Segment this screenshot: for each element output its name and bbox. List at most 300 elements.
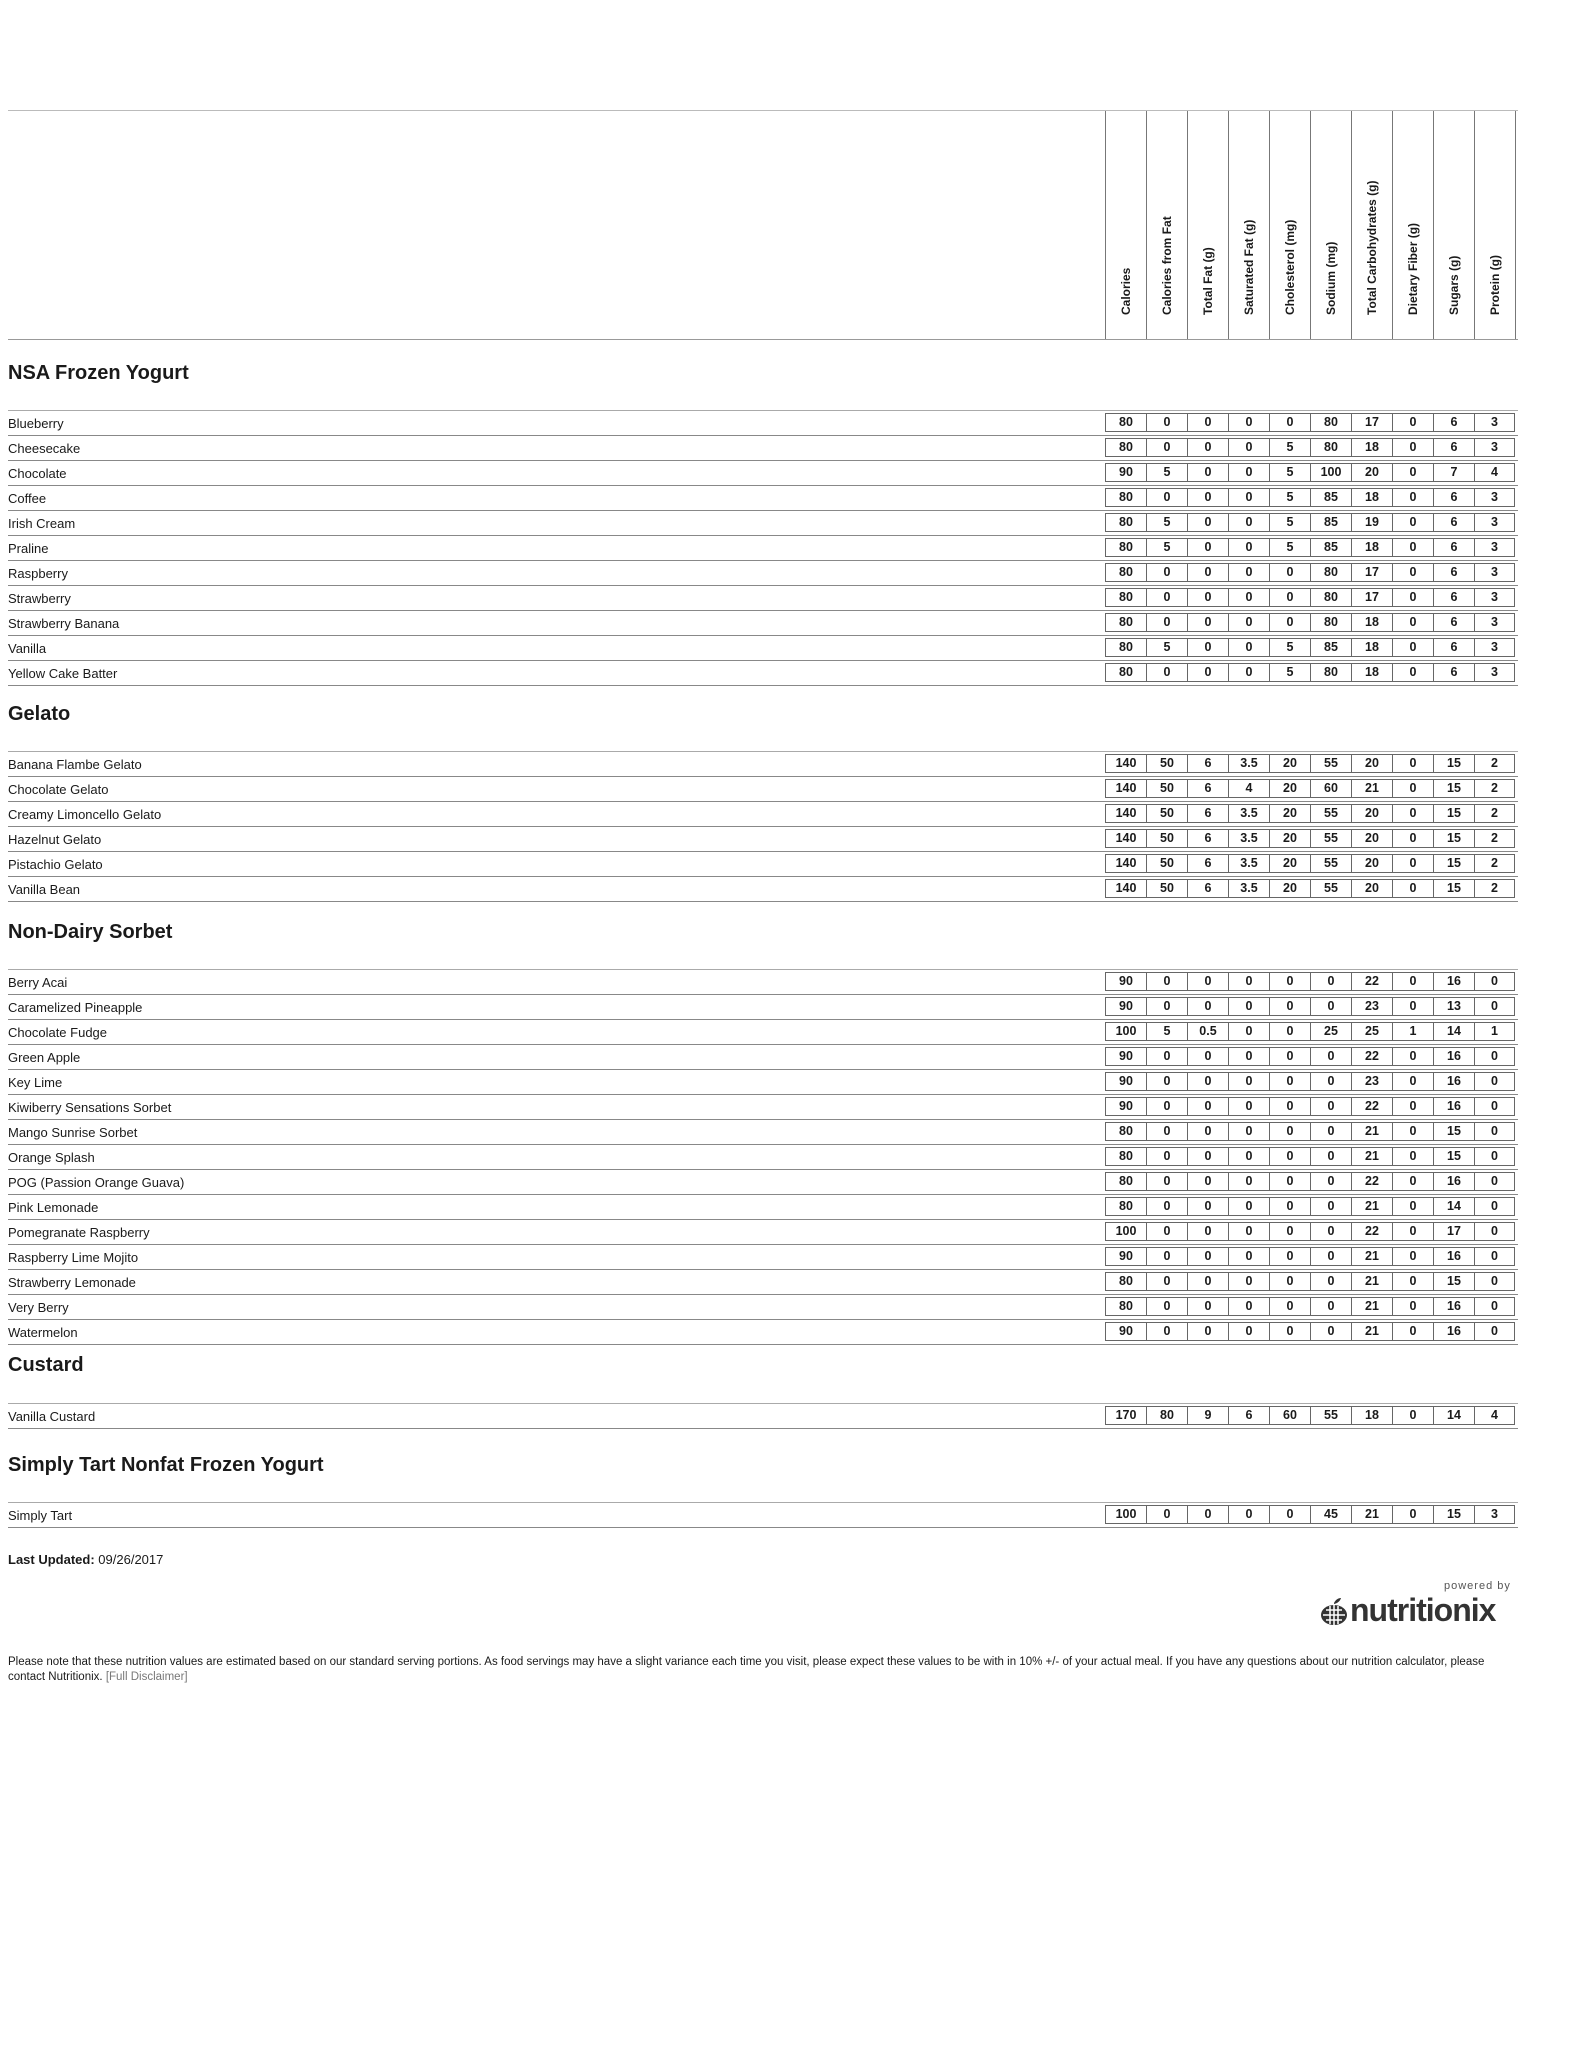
item-name: Pomegranate Raspberry bbox=[8, 1225, 150, 1240]
value-cell: 0 bbox=[1392, 1072, 1433, 1091]
value-cell: 140 bbox=[1105, 879, 1146, 898]
value-cell: 0 bbox=[1392, 588, 1433, 607]
value-cell: 17 bbox=[1351, 563, 1392, 582]
table-row bbox=[8, 1295, 1518, 1320]
value-cell: 15 bbox=[1433, 804, 1474, 823]
value-cell: 0 bbox=[1187, 1272, 1228, 1291]
value-cell: 55 bbox=[1310, 754, 1351, 773]
value-cells bbox=[1105, 1404, 1515, 1427]
value-cell: 80 bbox=[1310, 413, 1351, 432]
value-cell: 6 bbox=[1187, 779, 1228, 798]
value-cell: 20 bbox=[1269, 829, 1310, 848]
value-cell: 0 bbox=[1146, 1505, 1187, 1524]
value-cell: 0 bbox=[1228, 1222, 1269, 1241]
table-row bbox=[8, 1220, 1518, 1245]
value-cell: 0 bbox=[1146, 563, 1187, 582]
value-cells bbox=[1105, 1503, 1515, 1526]
value-cell: 0 bbox=[1392, 438, 1433, 457]
value-cell: 0 bbox=[1146, 1172, 1187, 1191]
value-cells bbox=[1105, 1120, 1515, 1143]
value-cell: 0 bbox=[1474, 1047, 1515, 1066]
value-cell: 90 bbox=[1105, 1247, 1146, 1266]
value-cell: 20 bbox=[1269, 879, 1310, 898]
section-table bbox=[8, 410, 1518, 686]
disclaimer-text: Please note that these nutrition values are estimated based on our standard serving portions. As food servings may have a slight variance each time you visit, please expect these values to be with in 10% +/- of your actual meal. If you have any questions about our nutrition calculator, please contact Nutritionix. bbox=[8, 1656, 1485, 1683]
value-cell: 80 bbox=[1105, 563, 1146, 582]
value-cell: 2 bbox=[1474, 779, 1515, 798]
value-cell: 9 bbox=[1187, 1406, 1228, 1425]
value-cell: 0 bbox=[1187, 1222, 1228, 1241]
value-cell: 19 bbox=[1351, 513, 1392, 532]
value-cell: 0 bbox=[1187, 1047, 1228, 1066]
value-cell: 50 bbox=[1146, 829, 1187, 848]
value-cell: 0 bbox=[1187, 1197, 1228, 1216]
value-cell: 0 bbox=[1269, 1247, 1310, 1266]
value-cell: 90 bbox=[1105, 972, 1146, 991]
value-cell: 15 bbox=[1433, 1122, 1474, 1141]
value-cells bbox=[1105, 486, 1515, 509]
value-cell: 0 bbox=[1392, 663, 1433, 682]
value-cell: 1 bbox=[1392, 1022, 1433, 1041]
value-cell: 0 bbox=[1228, 1197, 1269, 1216]
value-cell: 85 bbox=[1310, 513, 1351, 532]
value-cell: 100 bbox=[1105, 1022, 1146, 1041]
value-cell: 100 bbox=[1310, 463, 1351, 482]
value-cell: 55 bbox=[1310, 829, 1351, 848]
value-cell: 0 bbox=[1228, 1505, 1269, 1524]
value-cell: 15 bbox=[1433, 854, 1474, 873]
value-cell: 0 bbox=[1269, 1297, 1310, 1316]
section-table bbox=[8, 1502, 1518, 1528]
value-cell: 0 bbox=[1228, 538, 1269, 557]
section-table bbox=[8, 1403, 1518, 1429]
value-cell: 0 bbox=[1474, 1122, 1515, 1141]
value-cell: 80 bbox=[1105, 1197, 1146, 1216]
value-cell: 0 bbox=[1392, 1297, 1433, 1316]
value-cell: 6 bbox=[1433, 563, 1474, 582]
value-cell: 21 bbox=[1351, 1272, 1392, 1291]
item-name: Hazelnut Gelato bbox=[8, 832, 102, 847]
item-name: Green Apple bbox=[8, 1050, 81, 1065]
item-name: Vanilla Custard bbox=[8, 1409, 96, 1424]
value-cell: 21 bbox=[1351, 1322, 1392, 1341]
value-cell: 15 bbox=[1433, 1147, 1474, 1166]
value-cell: 0 bbox=[1146, 613, 1187, 632]
value-cell: 0 bbox=[1392, 829, 1433, 848]
column-header-block bbox=[8, 110, 1518, 340]
value-cell: 5 bbox=[1146, 638, 1187, 657]
column-header-label: Saturated Fat (g) bbox=[1242, 219, 1256, 315]
value-cell: 2 bbox=[1474, 804, 1515, 823]
value-cell: 3 bbox=[1474, 538, 1515, 557]
value-cell: 0 bbox=[1187, 663, 1228, 682]
value-cell: 0 bbox=[1392, 972, 1433, 991]
value-cell: 55 bbox=[1310, 854, 1351, 873]
value-cell: 15 bbox=[1433, 754, 1474, 773]
value-cells bbox=[1105, 852, 1515, 875]
section-title: Simply Tart Nonfat Frozen Yogurt bbox=[8, 1454, 324, 1476]
value-cell: 0 bbox=[1228, 638, 1269, 657]
value-cell: 0 bbox=[1310, 1097, 1351, 1116]
value-cell: 55 bbox=[1310, 804, 1351, 823]
value-cell: 0 bbox=[1310, 1172, 1351, 1191]
value-cell: 3 bbox=[1474, 638, 1515, 657]
value-cell: 3 bbox=[1474, 488, 1515, 507]
value-cell: 0 bbox=[1474, 1072, 1515, 1091]
full-disclaimer-link[interactable]: [Full Disclaimer] bbox=[105, 1671, 188, 1683]
value-cell: 140 bbox=[1105, 829, 1146, 848]
item-name: Orange Splash bbox=[8, 1150, 95, 1165]
value-cell: 16 bbox=[1433, 1297, 1474, 1316]
value-cell: 80 bbox=[1310, 588, 1351, 607]
item-name: Raspberry Lime Mojito bbox=[8, 1250, 139, 1265]
value-cell: 0 bbox=[1474, 1097, 1515, 1116]
value-cell: 0 bbox=[1228, 413, 1269, 432]
value-cell: 80 bbox=[1310, 613, 1351, 632]
section-title: Gelato bbox=[8, 703, 71, 725]
value-cells bbox=[1105, 802, 1515, 825]
value-cell: 3 bbox=[1474, 413, 1515, 432]
value-cell: 0 bbox=[1310, 1272, 1351, 1291]
value-cell: 0 bbox=[1228, 997, 1269, 1016]
value-cell: 1 bbox=[1474, 1022, 1515, 1041]
section-title: NSA Frozen Yogurt bbox=[8, 362, 189, 384]
value-cell: 0 bbox=[1146, 1047, 1187, 1066]
column-header bbox=[1475, 111, 1516, 339]
value-cell: 6 bbox=[1433, 488, 1474, 507]
value-cell: 0 bbox=[1269, 1197, 1310, 1216]
value-cell: 21 bbox=[1351, 1122, 1392, 1141]
value-cells bbox=[1105, 970, 1515, 993]
value-cell: 0 bbox=[1187, 588, 1228, 607]
value-cell: 50 bbox=[1146, 879, 1187, 898]
table-row bbox=[8, 661, 1518, 686]
brand-name: nutritionix bbox=[1350, 1592, 1496, 1628]
table-row bbox=[8, 461, 1518, 486]
value-cell: 0 bbox=[1187, 1147, 1228, 1166]
value-cell: 0 bbox=[1187, 972, 1228, 991]
value-cell: 0 bbox=[1392, 413, 1433, 432]
value-cell: 0 bbox=[1310, 1222, 1351, 1241]
value-cell: 0 bbox=[1187, 463, 1228, 482]
value-cell: 0 bbox=[1392, 1172, 1433, 1191]
value-cell: 20 bbox=[1269, 804, 1310, 823]
value-cell: 80 bbox=[1105, 663, 1146, 682]
value-cell: 20 bbox=[1351, 463, 1392, 482]
value-cell: 0 bbox=[1310, 1072, 1351, 1091]
column-header-label: Dietary Fiber (g) bbox=[1406, 222, 1420, 315]
value-cell: 0 bbox=[1310, 1322, 1351, 1341]
value-cell: 0 bbox=[1392, 1406, 1433, 1425]
value-cell: 0 bbox=[1392, 1247, 1433, 1266]
value-cell: 16 bbox=[1433, 1247, 1474, 1266]
value-cell: 6 bbox=[1187, 804, 1228, 823]
column-headers bbox=[1105, 111, 1516, 339]
column-header-label: Total Fat (g) bbox=[1201, 247, 1215, 315]
value-cells bbox=[1105, 611, 1515, 634]
value-cell: 0 bbox=[1310, 1122, 1351, 1141]
item-name: Strawberry Banana bbox=[8, 616, 120, 631]
value-cell: 3.5 bbox=[1228, 829, 1269, 848]
value-cell: 21 bbox=[1351, 779, 1392, 798]
value-cell: 21 bbox=[1351, 1297, 1392, 1316]
value-cell: 140 bbox=[1105, 779, 1146, 798]
value-cell: 0 bbox=[1310, 1147, 1351, 1166]
value-cell: 90 bbox=[1105, 463, 1146, 482]
table-row bbox=[8, 536, 1518, 561]
value-cell: 3 bbox=[1474, 663, 1515, 682]
value-cell: 0 bbox=[1310, 1297, 1351, 1316]
value-cell: 6 bbox=[1187, 829, 1228, 848]
table-row bbox=[8, 411, 1518, 436]
column-header bbox=[1229, 111, 1270, 339]
value-cell: 7 bbox=[1433, 463, 1474, 482]
value-cell: 5 bbox=[1269, 663, 1310, 682]
value-cell: 0 bbox=[1187, 538, 1228, 557]
value-cell: 0 bbox=[1187, 488, 1228, 507]
value-cell: 0 bbox=[1187, 638, 1228, 657]
value-cell: 20 bbox=[1351, 879, 1392, 898]
value-cells bbox=[1105, 995, 1515, 1018]
value-cell: 0 bbox=[1187, 1247, 1228, 1266]
item-name: Berry Acai bbox=[8, 975, 68, 990]
value-cell: 15 bbox=[1433, 1272, 1474, 1291]
value-cell: 6 bbox=[1433, 638, 1474, 657]
value-cell: 50 bbox=[1146, 754, 1187, 773]
value-cells bbox=[1105, 1170, 1515, 1193]
value-cell: 80 bbox=[1105, 1122, 1146, 1141]
value-cell: 0 bbox=[1146, 438, 1187, 457]
value-cell: 18 bbox=[1351, 613, 1392, 632]
value-cell: 100 bbox=[1105, 1505, 1146, 1524]
value-cell: 0 bbox=[1392, 1272, 1433, 1291]
value-cell: 0.5 bbox=[1187, 1022, 1228, 1041]
value-cell: 0 bbox=[1269, 413, 1310, 432]
value-cell: 0 bbox=[1474, 1247, 1515, 1266]
value-cell: 0 bbox=[1269, 588, 1310, 607]
item-name: Blueberry bbox=[8, 416, 64, 431]
value-cell: 21 bbox=[1351, 1247, 1392, 1266]
section-table bbox=[8, 751, 1518, 902]
value-cell: 18 bbox=[1351, 438, 1392, 457]
value-cell: 18 bbox=[1351, 1406, 1392, 1425]
value-cell: 6 bbox=[1187, 854, 1228, 873]
item-name: Cheesecake bbox=[8, 441, 81, 456]
value-cell: 80 bbox=[1105, 1147, 1146, 1166]
last-updated bbox=[8, 1552, 163, 1567]
value-cell: 0 bbox=[1146, 972, 1187, 991]
value-cell: 80 bbox=[1105, 1272, 1146, 1291]
value-cell: 3 bbox=[1474, 1505, 1515, 1524]
value-cell: 2 bbox=[1474, 854, 1515, 873]
value-cell: 85 bbox=[1310, 538, 1351, 557]
value-cell: 0 bbox=[1146, 1072, 1187, 1091]
value-cell: 25 bbox=[1310, 1022, 1351, 1041]
table-row bbox=[8, 1145, 1518, 1170]
value-cells bbox=[1105, 436, 1515, 459]
column-header-label: Calories bbox=[1119, 267, 1133, 315]
item-name: Chocolate bbox=[8, 466, 67, 481]
value-cell: 0 bbox=[1228, 1072, 1269, 1091]
value-cell: 80 bbox=[1105, 638, 1146, 657]
table-row bbox=[8, 752, 1518, 777]
value-cell: 21 bbox=[1351, 1197, 1392, 1216]
value-cell: 3 bbox=[1474, 613, 1515, 632]
value-cell: 14 bbox=[1433, 1406, 1474, 1425]
value-cell: 0 bbox=[1392, 997, 1433, 1016]
value-cell: 5 bbox=[1146, 463, 1187, 482]
table-row bbox=[8, 611, 1518, 636]
apple-icon bbox=[1318, 1595, 1350, 1627]
value-cells bbox=[1105, 461, 1515, 484]
value-cell: 90 bbox=[1105, 1322, 1146, 1341]
value-cell: 16 bbox=[1433, 1172, 1474, 1191]
value-cell: 18 bbox=[1351, 638, 1392, 657]
value-cell: 0 bbox=[1146, 997, 1187, 1016]
value-cell: 80 bbox=[1105, 538, 1146, 557]
value-cell: 80 bbox=[1310, 438, 1351, 457]
value-cell: 18 bbox=[1351, 488, 1392, 507]
value-cell: 0 bbox=[1187, 1297, 1228, 1316]
value-cell: 0 bbox=[1146, 1197, 1187, 1216]
item-name: Caramelized Pineapple bbox=[8, 1000, 143, 1015]
value-cells bbox=[1105, 586, 1515, 609]
item-name: Banana Flambe Gelato bbox=[8, 757, 142, 772]
item-name: Strawberry bbox=[8, 591, 71, 606]
column-header-label: Calories from Fat bbox=[1160, 216, 1174, 315]
value-cell: 4 bbox=[1474, 463, 1515, 482]
value-cell: 0 bbox=[1392, 488, 1433, 507]
section-table bbox=[8, 969, 1518, 1345]
value-cell: 6 bbox=[1433, 538, 1474, 557]
value-cell: 80 bbox=[1105, 513, 1146, 532]
value-cell: 140 bbox=[1105, 754, 1146, 773]
value-cell: 0 bbox=[1269, 1072, 1310, 1091]
table-row bbox=[8, 511, 1518, 536]
value-cell: 0 bbox=[1392, 1122, 1433, 1141]
value-cell: 22 bbox=[1351, 972, 1392, 991]
value-cell: 5 bbox=[1269, 488, 1310, 507]
value-cell: 0 bbox=[1392, 879, 1433, 898]
value-cell: 6 bbox=[1433, 663, 1474, 682]
value-cell: 21 bbox=[1351, 1505, 1392, 1524]
value-cells bbox=[1105, 1020, 1515, 1043]
value-cells bbox=[1105, 1245, 1515, 1268]
table-row bbox=[8, 1320, 1518, 1345]
value-cell: 0 bbox=[1228, 1297, 1269, 1316]
value-cell: 18 bbox=[1351, 538, 1392, 557]
value-cell: 50 bbox=[1146, 854, 1187, 873]
item-name: Key Lime bbox=[8, 1075, 63, 1090]
value-cell: 0 bbox=[1392, 1197, 1433, 1216]
value-cell: 100 bbox=[1105, 1222, 1146, 1241]
item-name: Kiwiberry Sensations Sorbet bbox=[8, 1100, 172, 1115]
value-cell: 0 bbox=[1146, 1097, 1187, 1116]
value-cell: 45 bbox=[1310, 1505, 1351, 1524]
value-cell: 0 bbox=[1187, 1322, 1228, 1341]
table-row bbox=[8, 1070, 1518, 1095]
value-cell: 0 bbox=[1146, 588, 1187, 607]
value-cell: 16 bbox=[1433, 1097, 1474, 1116]
value-cell: 0 bbox=[1228, 972, 1269, 991]
item-name: Irish Cream bbox=[8, 516, 76, 531]
value-cell: 60 bbox=[1269, 1406, 1310, 1425]
value-cells bbox=[1105, 777, 1515, 800]
value-cells bbox=[1105, 1320, 1515, 1343]
value-cell: 0 bbox=[1474, 997, 1515, 1016]
value-cell: 0 bbox=[1187, 513, 1228, 532]
value-cell: 0 bbox=[1474, 972, 1515, 991]
value-cell: 0 bbox=[1392, 1147, 1433, 1166]
value-cell: 3 bbox=[1474, 563, 1515, 582]
table-row bbox=[8, 1170, 1518, 1195]
value-cell: 0 bbox=[1146, 1297, 1187, 1316]
value-cell: 0 bbox=[1269, 563, 1310, 582]
table-row bbox=[8, 1045, 1518, 1070]
item-name: Watermelon bbox=[8, 1325, 78, 1340]
value-cell: 2 bbox=[1474, 754, 1515, 773]
table-row bbox=[8, 877, 1518, 902]
value-cell: 3.5 bbox=[1228, 879, 1269, 898]
value-cell: 0 bbox=[1392, 779, 1433, 798]
disclaimer bbox=[8, 1655, 1508, 1685]
value-cell: 0 bbox=[1269, 1047, 1310, 1066]
value-cell: 0 bbox=[1269, 1505, 1310, 1524]
value-cell: 20 bbox=[1351, 754, 1392, 773]
column-header bbox=[1393, 111, 1434, 339]
value-cell: 0 bbox=[1146, 1272, 1187, 1291]
value-cell: 80 bbox=[1105, 488, 1146, 507]
value-cell: 25 bbox=[1351, 1022, 1392, 1041]
column-header bbox=[1270, 111, 1311, 339]
value-cell: 0 bbox=[1187, 1072, 1228, 1091]
value-cell: 55 bbox=[1310, 1406, 1351, 1425]
value-cell: 0 bbox=[1228, 1272, 1269, 1291]
item-name: Raspberry bbox=[8, 566, 68, 581]
value-cells bbox=[1105, 1195, 1515, 1218]
value-cell: 80 bbox=[1105, 588, 1146, 607]
value-cells bbox=[1105, 561, 1515, 584]
value-cell: 0 bbox=[1187, 613, 1228, 632]
value-cell: 6 bbox=[1228, 1406, 1269, 1425]
value-cell: 0 bbox=[1228, 1122, 1269, 1141]
item-name: Chocolate Gelato bbox=[8, 782, 109, 797]
column-header bbox=[1106, 111, 1147, 339]
value-cells bbox=[1105, 827, 1515, 850]
table-row bbox=[8, 1503, 1518, 1528]
value-cell: 0 bbox=[1392, 754, 1433, 773]
table-row bbox=[8, 1020, 1518, 1045]
value-cell: 21 bbox=[1351, 1147, 1392, 1166]
table-row bbox=[8, 970, 1518, 995]
column-header bbox=[1434, 111, 1475, 339]
value-cell: 6 bbox=[1433, 588, 1474, 607]
value-cell: 0 bbox=[1228, 513, 1269, 532]
value-cell: 0 bbox=[1228, 1247, 1269, 1266]
value-cell: 6 bbox=[1187, 879, 1228, 898]
value-cell: 50 bbox=[1146, 779, 1187, 798]
table-row bbox=[8, 852, 1518, 877]
value-cell: 0 bbox=[1187, 1172, 1228, 1191]
value-cell: 90 bbox=[1105, 1072, 1146, 1091]
value-cell: 6 bbox=[1433, 438, 1474, 457]
value-cells bbox=[1105, 511, 1515, 534]
value-cell: 15 bbox=[1433, 879, 1474, 898]
item-name: Very Berry bbox=[8, 1300, 69, 1315]
table-row bbox=[8, 1195, 1518, 1220]
nutritionix-logo[interactable] bbox=[1318, 1592, 1495, 1629]
value-cells bbox=[1105, 1270, 1515, 1293]
